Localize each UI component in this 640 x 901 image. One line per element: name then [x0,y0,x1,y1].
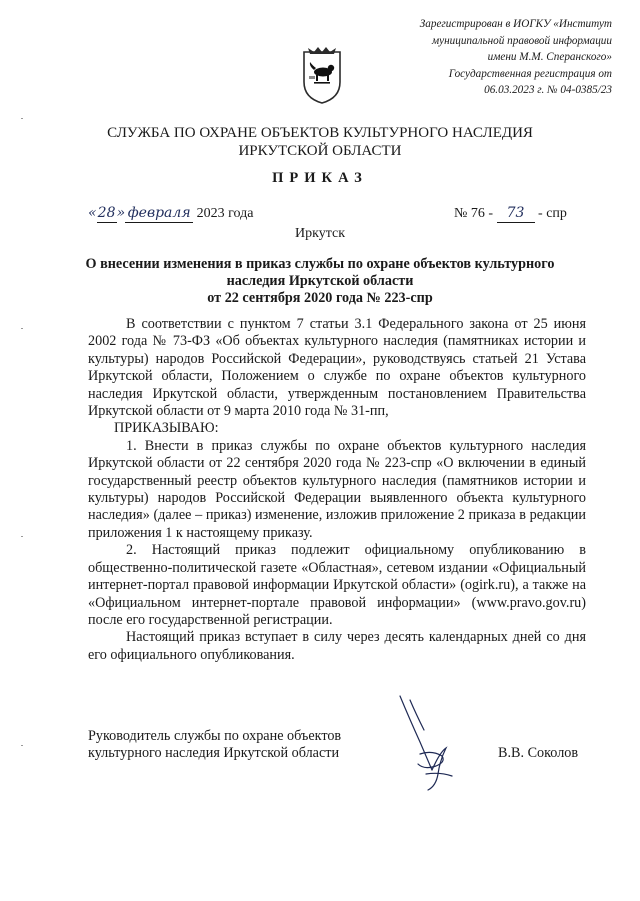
scan-mark [21,745,23,746]
position-line: Руководитель службы по охране объектов [88,728,342,744]
registration-line: 06.03.2023 г. № 04-0385/23 [484,84,612,96]
registration-stamp [392,16,612,99]
registration-line: Зарегистрирован в ИОГКУ «Институт [419,18,612,30]
city: Иркутск [294,226,346,241]
position-line: культурного наследия Иркутской области [88,745,340,762]
date-open-quote: « [88,205,97,221]
title-line: О внесении изменения в приказ службы по охране объектов культурного [85,256,555,272]
scan-mark [21,536,23,537]
date-month: февраля [125,204,193,223]
title-line: от 22 сентября 2020 года № 223-спр [207,290,433,306]
order-date [88,204,253,223]
date-close-quote: » [116,205,126,221]
registration-line: имени М.М. Сперанского» [487,51,612,63]
closing-paragraph: Настоящий приказ вступает в силу через десять календарных дней со дня его официального опубликования. [88,629,586,663]
document-type: ПРИКАЗ [272,170,368,186]
preamble-paragraph: В соответствии с пунктом 7 статьи 3.1 Федерального закона от 25 июня 2002 года № 73-ФЗ «Об объектах культурного наследия (памятниках истории и культуры) народов Российской Федерации», руководствуясь статьей 21 Устава Иркутской области, Положением о службе по охране объектов культурного наследия Иркутской области, утвержденным постановлением Правительства Иркутской области от 9 марта 2010 года № 31-пп, [88,316,586,420]
number-prefix: № 76 - [454,206,494,221]
coat-of-arms-icon [300,46,344,106]
order-number [454,204,567,223]
number-suffix: - спр [538,206,567,221]
date-year: 2023 года [196,206,254,221]
scan-mark [21,118,23,119]
title-line: наследия Иркутской области [226,273,414,289]
signatory-name: В.В. Соколов [498,745,579,761]
document-title [70,256,570,307]
registration-line: муниципальной правовой информации [432,34,612,47]
agency-name-line: ИРКУТСКОЙ ОБЛАСТИ [238,143,402,159]
order-keyword: ПРИКАЗЫВАЮ: [114,420,219,437]
scan-mark [21,328,23,329]
order-item-2: 2. Настоящий приказ подлежит официальному опубликованию в общественно-политической газете «Областная», сетевом издании «Официальный интернет-портал правовой информации Иркутской области» (ogirk.ru), а также на «Официальном интернет-портале правовой информации» (www.pravo.gov.ru) после его государственной регистрации. [88,542,586,628]
agency-name [60,124,580,160]
signatory-position [88,728,388,763]
agency-name-line: СЛУЖБА ПО ОХРАНЕ ОБЪЕКТОВ КУЛЬТУРНОГО НАСЛЕДИЯ [107,125,533,141]
registration-line: Государственная регистрация от [448,67,612,80]
number-handwritten: 73 [497,204,535,223]
date-day: 28 [97,205,116,221]
order-item-1: 1. Внести в приказ службы по охране объектов культурного наследия Иркутской области от 22 сентября 2020 года № 223-спр «О включении в единый государственный реестр объектов культурного наследия (памятников истории и культуры) народов Российской Федерации выявленного объекта культурного наследия» (далее – приказ) изменение, изложив приложение 2 приказа в редакции приложения 1 к настоящему приказу. [88,437,586,541]
document-body [88,316,586,664]
handwritten-signature [380,690,490,800]
